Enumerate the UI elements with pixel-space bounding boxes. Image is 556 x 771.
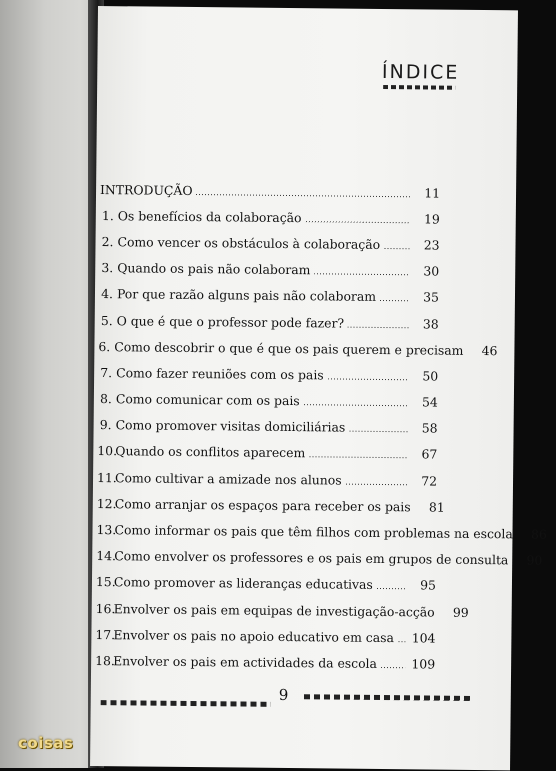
toc-dot-leader — [381, 667, 405, 668]
toc-entry-page: 67 — [411, 447, 437, 462]
toc-entry-page: 50 — [412, 368, 438, 383]
toc-entry-title: INTRODUÇÃO — [100, 182, 193, 198]
toc-entry-number: 15. — [96, 574, 110, 589]
toc-entry — [96, 543, 436, 573]
toc-entry-title: Quando os conflitos aparecem — [115, 444, 305, 461]
toc-entry-page: 72 — [411, 473, 437, 488]
toc-entry — [96, 569, 436, 599]
toc-entry-number: 14. — [96, 548, 110, 563]
toc-dot-leader — [384, 248, 409, 249]
toc-entry-title: Como envolver os professores e os pais em grupos de consulta — [114, 548, 508, 567]
toc-entry-page: 109 — [409, 656, 435, 671]
toc-entry-page: 30 — [413, 263, 439, 278]
toc-entry-page: 23 — [413, 237, 439, 252]
toc-entry — [95, 621, 435, 651]
toc-entry — [100, 176, 440, 206]
toc-entry — [95, 647, 435, 677]
toc-dot-leader — [314, 273, 409, 275]
toc-entry — [99, 281, 439, 311]
toc-entry-number: 9. — [98, 417, 112, 432]
toc-entry-number: 4. — [99, 286, 113, 301]
toc-entry — [100, 202, 440, 232]
toc-entry-number: 13. — [96, 522, 110, 537]
toc-entry — [97, 438, 437, 468]
toc-entry — [99, 255, 439, 285]
toc-dot-leader — [377, 588, 406, 589]
left-page — [0, 0, 100, 768]
toc-entry-page: 19 — [414, 211, 440, 226]
toc-dot-leader — [398, 641, 405, 642]
index-page — [90, 6, 518, 770]
toc-entry — [96, 516, 436, 546]
toc-entry — [98, 386, 438, 416]
toc-entry-title: Envolver os pais em equipas de investigação-acção — [114, 601, 435, 619]
footer-divider-right — [304, 694, 472, 701]
toc-entry-page: 46 — [471, 343, 497, 358]
toc-entry-title: Os benefícios da colaboração — [118, 208, 302, 225]
toc-entry-page: 99 — [443, 604, 469, 619]
toc-entry-page: 58 — [412, 421, 438, 436]
toc-entry-number: 12. — [97, 496, 111, 511]
toc-entry-page: 90 — [516, 553, 542, 568]
toc-entry — [96, 595, 436, 625]
toc-dot-leader — [328, 378, 408, 380]
page-heading: ÍNDICE — [382, 61, 460, 84]
toc-entry-title: Como comunicar com os pais — [116, 391, 300, 408]
toc-dot-leader — [346, 483, 407, 485]
toc-entry-page: 54 — [412, 394, 438, 409]
toc-entry-page: 81 — [419, 499, 445, 514]
footer-divider-left — [101, 700, 271, 707]
toc-entry-title: Como fazer reuniões com os pais — [116, 365, 324, 382]
toc-dot-leader — [349, 431, 407, 433]
toc-entry-number: 2. — [99, 234, 113, 249]
toc-entry-title: Como informar os pais que têm filhos com problemas na escola — [114, 522, 512, 541]
heading-divider — [383, 85, 455, 90]
page-number: 9 — [279, 686, 289, 704]
toc-entry-title: Envolver os pais no apoio educativo em casa — [113, 627, 394, 645]
toc-entry-number: 8. — [98, 391, 112, 406]
toc-entry-page: 86 — [521, 526, 547, 541]
toc-entry-title: Por que razão alguns pais não colaboram — [117, 287, 376, 305]
toc-dot-leader — [304, 404, 408, 406]
toc-entry-number: 10. — [97, 443, 111, 458]
toc-entry-number: 5. — [99, 313, 113, 328]
toc-entry-page: 11 — [414, 185, 440, 200]
toc-entry-number: 1. — [100, 208, 114, 223]
toc-entry — [97, 412, 437, 442]
toc-entry — [98, 359, 438, 389]
toc-entry-number: 11. — [97, 470, 111, 485]
toc-dot-leader — [348, 326, 409, 328]
toc-entry-page: 104 — [409, 630, 435, 645]
toc-dot-leader — [196, 194, 410, 197]
toc-entry-title: Como arranjar os espaços para receber os pais — [115, 496, 411, 514]
toc-dot-leader — [309, 457, 407, 459]
toc-entry — [99, 228, 439, 258]
toc-entry — [97, 464, 437, 494]
toc-dot-leader — [380, 300, 409, 301]
toc-entry-title: Como promover visitas domiciliárias — [116, 417, 346, 434]
table-of-contents — [95, 176, 440, 677]
toc-entry — [99, 307, 439, 337]
toc-entry-number: 16. — [96, 601, 110, 616]
toc-entry-number: 17. — [95, 627, 109, 642]
toc-entry-title: Como promover as lideranças educativas — [114, 575, 373, 593]
toc-entry-page: 95 — [410, 578, 436, 593]
toc-entry-number: 3. — [99, 260, 113, 275]
toc-entry-title: Envolver os pais em actividades da escola — [113, 653, 377, 671]
toc-entry-title: Como descobrir o que é que os pais querem e precisam — [114, 339, 463, 358]
toc-entry-page: 38 — [413, 316, 439, 331]
toc-dot-leader — [305, 221, 409, 223]
toc-entry-title: Como vencer os obstáculos à colaboração — [117, 234, 380, 252]
toc-entry — [97, 490, 437, 520]
toc-entry-number: 18. — [95, 653, 109, 668]
toc-entry-number: 7. — [98, 365, 112, 380]
toc-entry-title: Quando os pais não colaboram — [117, 260, 310, 277]
toc-entry-number: 6. — [98, 339, 110, 354]
toc-entry-page: 35 — [413, 290, 439, 305]
watermark-logo: coisas — [18, 734, 73, 752]
toc-entry-title: O que é que o professor pode fazer? — [117, 313, 345, 330]
toc-entry-title: Como cultivar a amizade nos alunos — [115, 470, 342, 487]
toc-entry — [98, 333, 438, 363]
